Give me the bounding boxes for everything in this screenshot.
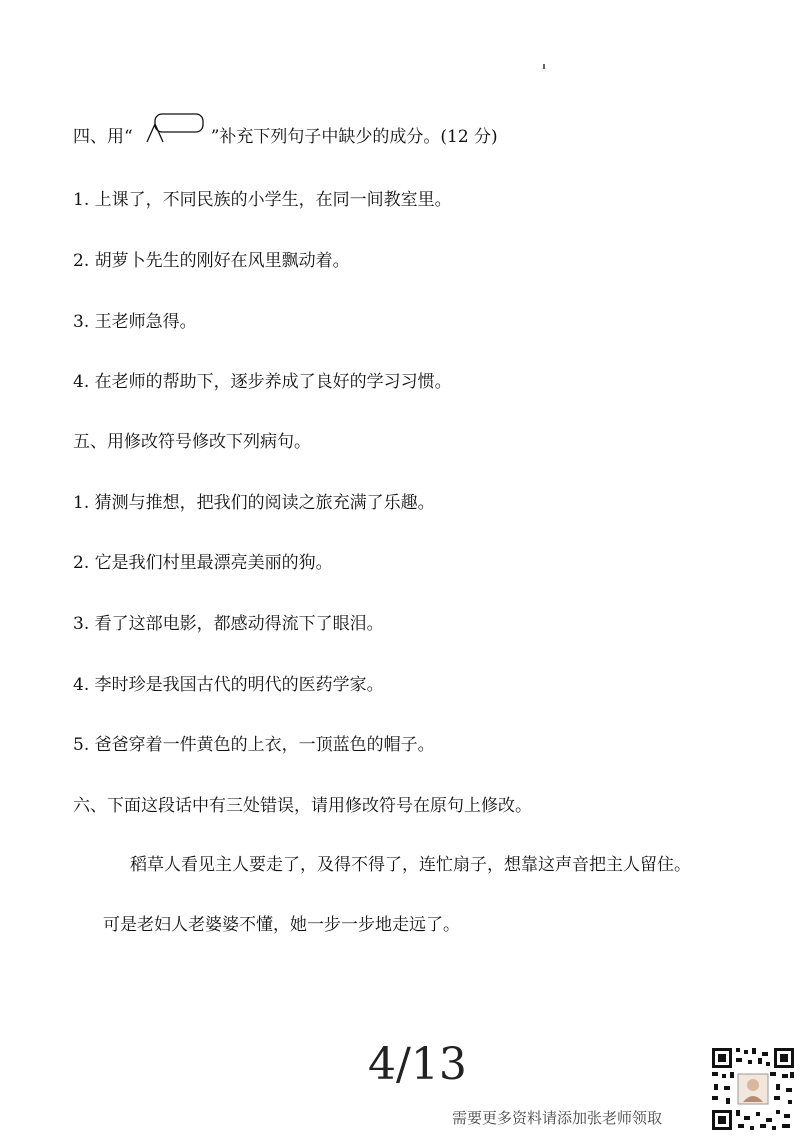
page-number: 4/13 — [368, 1039, 467, 1090]
section-6-heading: 六、下面这段话中有三处错误，请用修改符号在原句上修改。 — [73, 796, 532, 816]
insertion-mark-icon — [133, 126, 211, 150]
section-5-item-3: 3. 看了这部电影，都感动得流下了眼泪。 — [73, 614, 384, 634]
scan-speck — [543, 64, 545, 69]
section-6-paragraph-line-2: 可是老妇人老婆婆不懂，她一步一步地走远了。 — [103, 915, 460, 935]
section-4-suffix: ”补充下列句子中缺少的成分。(12 分) — [210, 127, 498, 147]
section-5-item-2: 2. 它是我们村里最漂亮美丽的狗。 — [73, 553, 333, 573]
section-6-paragraph-line-1: 稻草人看见主人要走了，及得不得了，连忙扇子，想靠这声音把主人留住。 — [130, 855, 691, 875]
section-5-item-5: 5. 爸爸穿着一件黄色的上衣，一顶蓝色的帽子。 — [73, 735, 435, 755]
section-5-item-1: 1. 猜测与推想，把我们的阅读之旅充满了乐趣。 — [73, 493, 435, 513]
section-4-prefix: 四、用“ — [73, 127, 133, 147]
section-4-item-3: 3. 王老师急得。 — [73, 312, 197, 332]
section-4-heading — [73, 125, 498, 150]
section-4-item-2: 2. 胡萝卜先生的刚好在风里飘动着。 — [73, 251, 350, 271]
section-5-heading: 五、用修改符号修改下列病句。 — [73, 432, 311, 452]
footer-note: 需要更多资料请添加张老师领取 — [452, 1109, 663, 1127]
qr-code-icon — [710, 1046, 796, 1132]
section-4-item-4: 4. 在老师的帮助下，逐步养成了良好的学习习惯。 — [73, 372, 452, 392]
section-4-item-1: 1. 上课了，不同民族的小学生，在同一间教室里。 — [73, 190, 452, 210]
section-5-item-4: 4. 李时珍是我国古代的明代的医药学家。 — [73, 675, 384, 695]
